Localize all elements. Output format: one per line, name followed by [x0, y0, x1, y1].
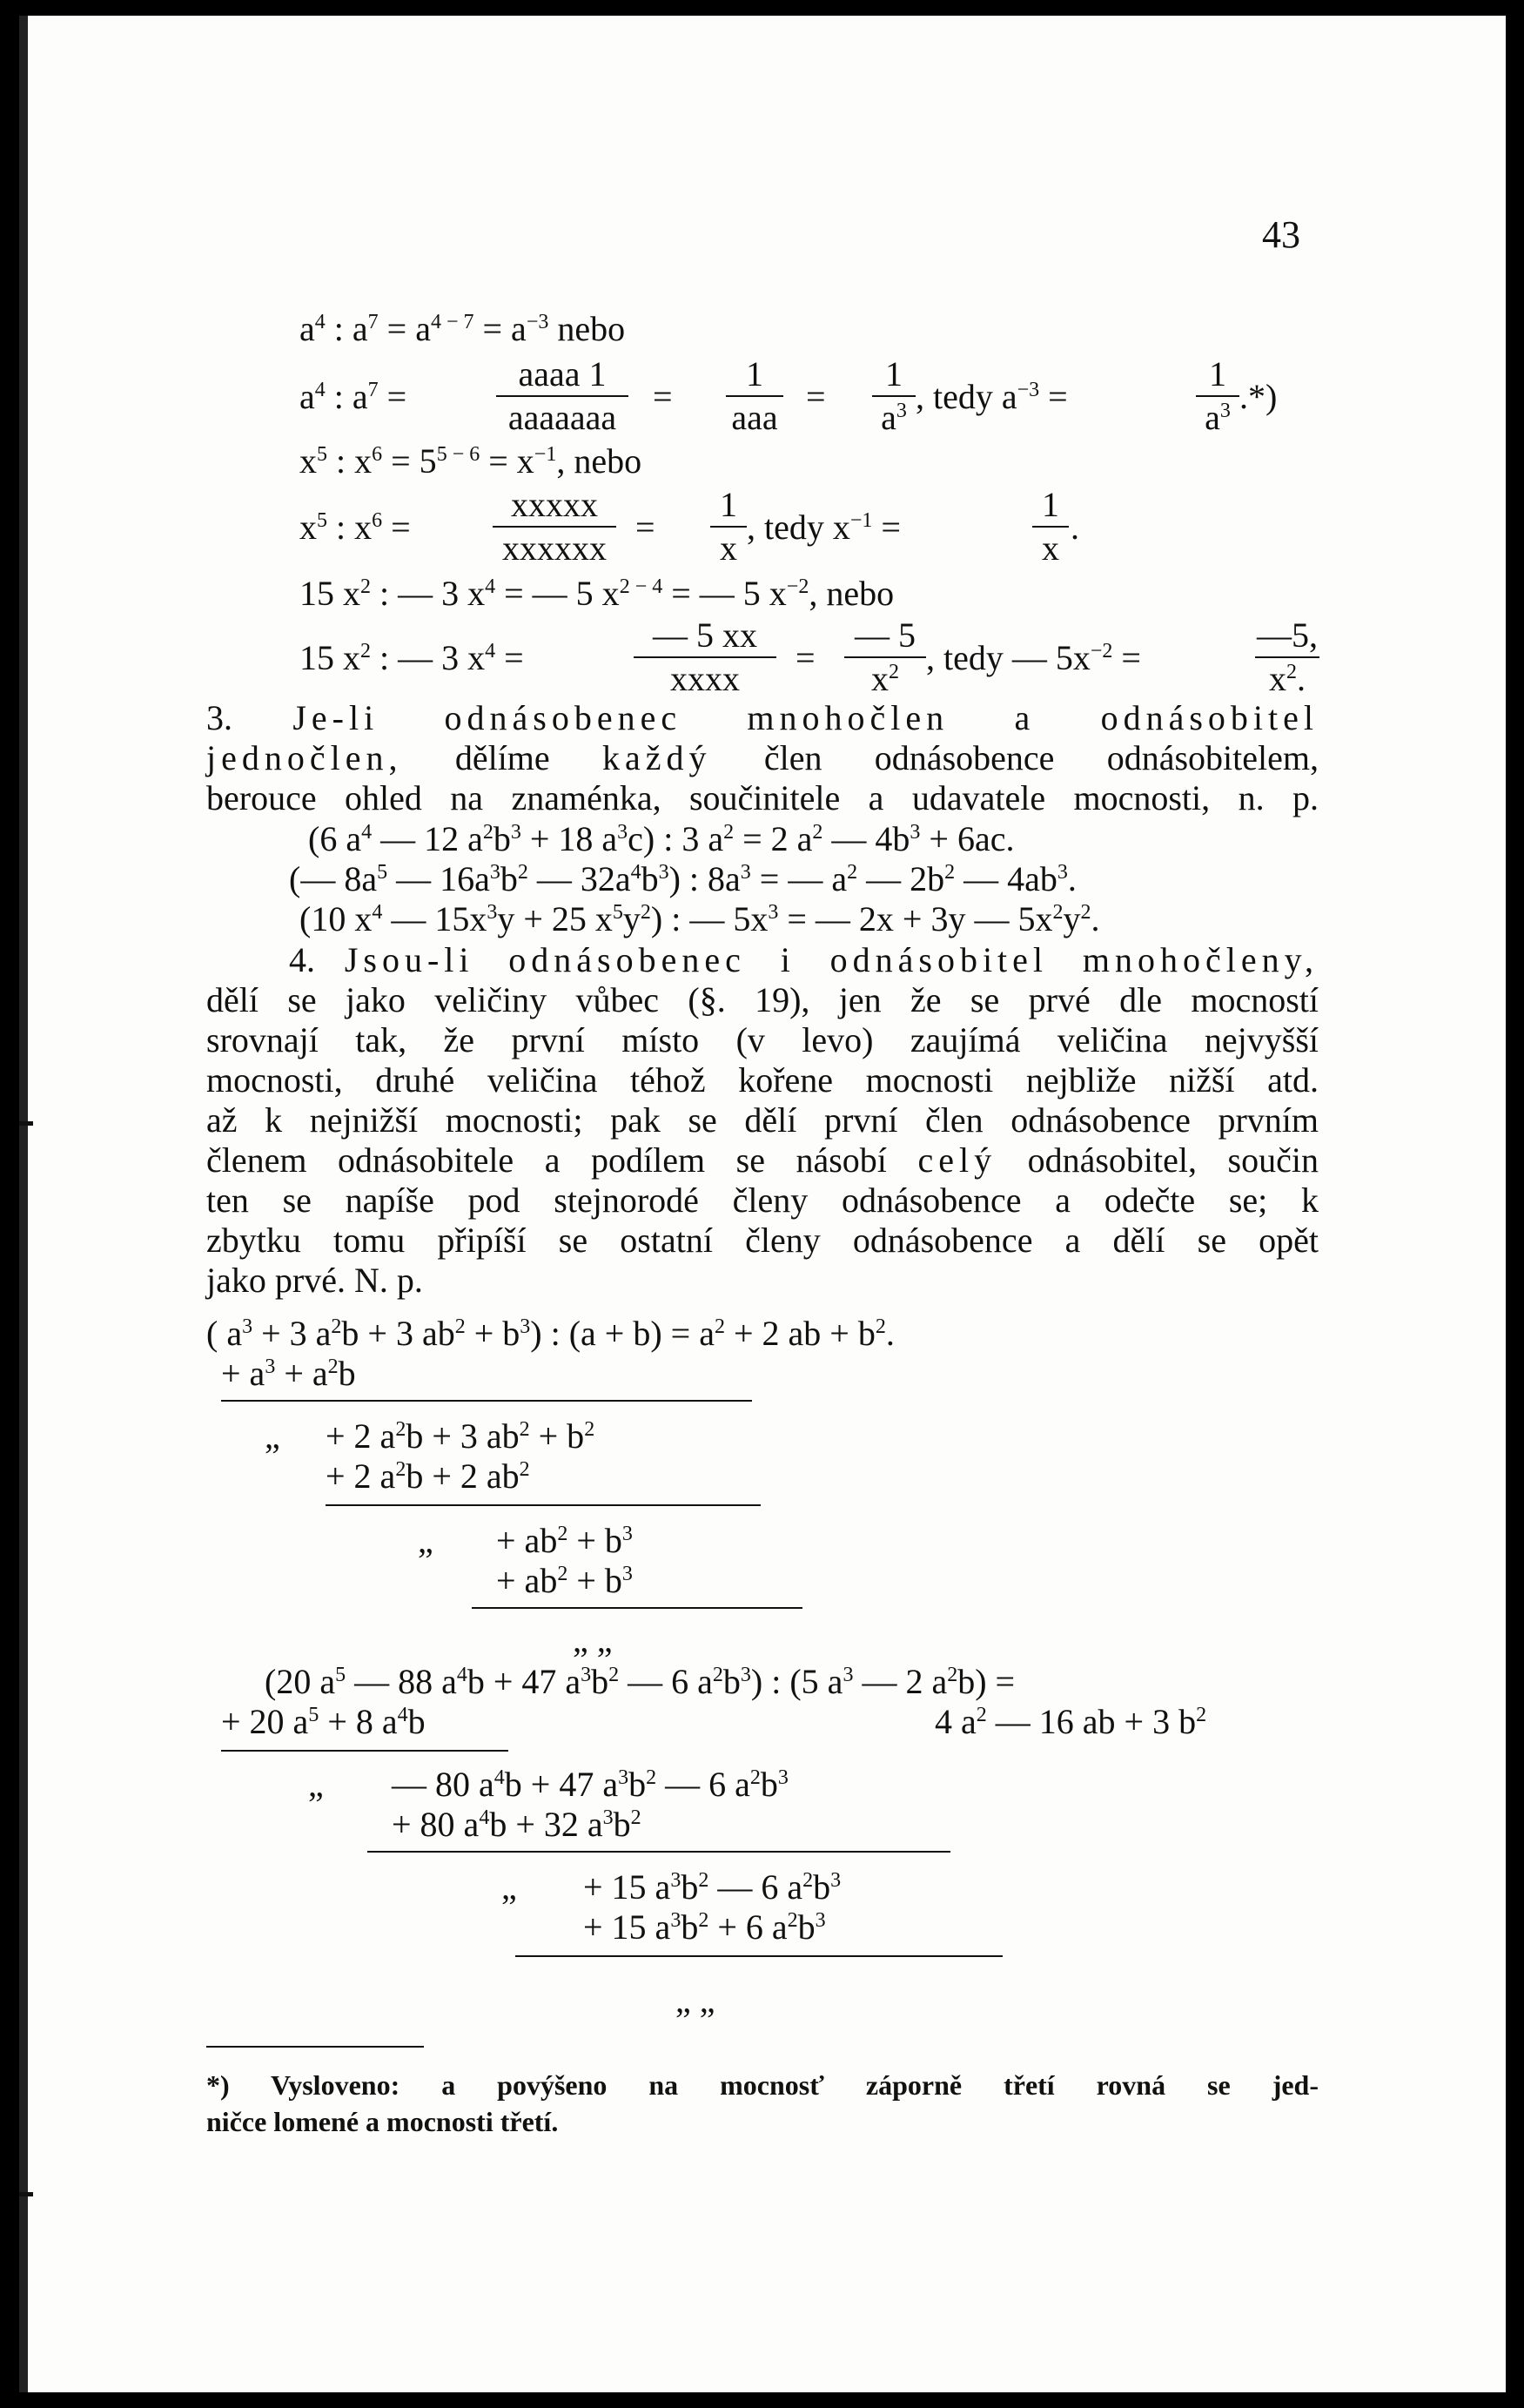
exponent: 3	[581, 1664, 592, 1686]
division-row: + 80 $a^4b + 32$ $a^3b^2$	[392, 1805, 641, 1844]
exponent: 3	[670, 1869, 681, 1892]
example-equation: (— $8a^5$ — $16a^3b^2$ — $32a^4b^3$) : $8a^3$ = — $a^2$ — $2b^2$ — $4ab^3$.	[289, 859, 1077, 898]
exponent: 2	[712, 1664, 723, 1686]
fraction	[872, 354, 916, 437]
exponent: 3	[520, 1315, 531, 1338]
exponent: 2	[519, 1418, 530, 1441]
exponent: 4	[485, 640, 496, 663]
division-rule	[326, 1504, 761, 1506]
equals-sign: =	[796, 638, 816, 677]
paragraph-4-line	[206, 1140, 1319, 1180]
exponent: 4	[456, 1664, 467, 1686]
paragraph-4-line: jako prvé. N. p.	[206, 1261, 423, 1300]
exponent: 3	[242, 1315, 253, 1338]
exponent: 3	[265, 1355, 276, 1378]
exponent: 2	[557, 1563, 568, 1585]
footnote-rule	[206, 2046, 424, 2048]
exponent: 3	[621, 1523, 633, 1545]
numerator: xxxxx	[511, 485, 598, 524]
denominator: $x^2$.	[1269, 659, 1306, 698]
exponent: 3	[510, 821, 521, 844]
spaced-text: jednočlen,	[206, 738, 403, 777]
exponent: 4	[314, 379, 326, 401]
exponent: 2	[608, 1664, 620, 1686]
numerator: 1	[885, 354, 903, 393]
paragraph-3-line: berouce ohled na znaménka, součinitele a udavatele mocnosti, n. p.	[206, 778, 1319, 817]
tedy-text: , tedy — $5x^{-2}$ =	[926, 638, 1141, 677]
fraction	[496, 354, 628, 437]
exponent: 3	[740, 1664, 751, 1686]
fraction	[493, 485, 616, 568]
fraction	[1255, 615, 1319, 698]
denominator: aaaaaaa	[507, 398, 617, 437]
exponent: 5	[335, 1664, 346, 1686]
ditto-mark: „	[265, 1416, 280, 1456]
fraction	[1032, 485, 1069, 568]
division-row: ( $a^3 + 3$ $a^2b + 3$ $ab^2 + b^3$) : $(a + b) = a^2 + 2$ ab + $b^2$.	[206, 1314, 895, 1353]
exponent: 2	[640, 901, 651, 924]
exponent: 4	[493, 1766, 505, 1789]
paragraph-4-line: zbytku tomu připíší se ostatní členy odnásobence a dělí se opět	[206, 1221, 1319, 1260]
fraction	[710, 485, 747, 568]
exponent: 2	[360, 640, 371, 663]
exponent: 4	[314, 311, 326, 333]
footnote-line: ničce lomené a mocnosti třetí.	[206, 2106, 559, 2137]
exponent: 5	[317, 443, 327, 466]
exponent: 4	[630, 861, 641, 884]
exponent: 5	[308, 1704, 319, 1726]
text: člen odnásobence odnásobitelem,	[711, 738, 1319, 777]
exponent: 2	[802, 1869, 814, 1892]
margin-mark	[19, 2192, 33, 2196]
exponent: 4	[397, 1704, 408, 1726]
quotient: 4 $a^2$ — 16 ab + 3 $b^2$	[935, 1702, 1207, 1741]
exponent: 3	[617, 821, 628, 844]
ditto-mark: „	[418, 1521, 433, 1560]
exponent: 3	[658, 861, 669, 884]
equation-line: $a^4$ : $a^7$ =	[299, 377, 407, 416]
exponent: 5 − 6	[436, 443, 480, 466]
exponent: 3	[843, 1664, 854, 1686]
example-equation: (10 $x^4$ — $15x^3y + 25$ $x^5y^2$) : — $5x^3$ = — 2x + 3y — $5x^2y^2$.	[299, 899, 1100, 938]
footnote-line: *) Vysloveno: a povýšeno na mocnosť záporně třetí rovná se jed-	[206, 2069, 1319, 2101]
exponent: 3	[815, 1909, 826, 1932]
ditto-marks: „ „	[675, 1981, 715, 2020]
exponent: 5	[317, 509, 327, 532]
division-row: (20 $a^5$ — 88 $a^4b + 47$ $a^3b^2$ — 6 $a^2b^3$) : (5 $a^3$ — 2 $a^2b$) =	[265, 1662, 1016, 1701]
exponent: −3	[526, 311, 549, 333]
tedy-text: , tedy $a^{-3}$ =	[916, 377, 1068, 416]
ditto-marks: „ „	[573, 1620, 613, 1659]
exponent: 3	[670, 1909, 681, 1932]
exponent: 2	[698, 1909, 709, 1932]
denominator: xxxxxx	[502, 528, 607, 568]
equation-line: $x^5$ : $x^6 = 5^{5 - 6} = x^{-1}$, nebo	[299, 441, 642, 481]
exponent: 3	[621, 1563, 633, 1585]
book-page	[19, 16, 1506, 2392]
paragraph-4-line: ten se napíše pod stejnorodé členy odnásobence a odečte se; k	[206, 1180, 1319, 1220]
exponent: 2	[875, 1315, 886, 1338]
exponent: 4	[372, 901, 383, 924]
exponent: 4	[361, 821, 373, 844]
division-row: + 20 $a^5 + 8$ $a^4b$	[221, 1702, 426, 1741]
equals-sign: =	[635, 508, 655, 547]
exponent: 2 − 4	[619, 575, 663, 598]
exponent: 2	[646, 1766, 657, 1789]
paragraph-4-line	[289, 940, 1319, 980]
text: dělíme	[402, 738, 603, 777]
equation-line: $x^5$ : $x^6$ =	[299, 508, 411, 547]
footnote-marker: .*)	[1239, 377, 1278, 416]
exponent: 2	[723, 821, 735, 844]
fraction	[726, 354, 783, 437]
ditto-mark: „	[308, 1765, 324, 1804]
exponent: 3	[602, 1806, 614, 1829]
text: členem odnásobitele a podílem se násobí	[206, 1140, 887, 1180]
exponent: −3	[1017, 379, 1040, 401]
paragraph-4-line: až k nejnižší mocnosti; pak se dělí první člen odnásobence prvním	[206, 1100, 1319, 1140]
tedy-text: , tedy $x^{-1}$ =	[747, 508, 901, 547]
section-number: 3.	[206, 698, 232, 737]
equation-line: 15 $x^2$ : — 3 $x^4$ = — 5 $x^{2 - 4}$ = — 5 $x^{-2}$, nebo	[299, 574, 895, 613]
example-equation: (6 $a^4$ — 12 $a^2b^3 + 18$ $a^3c$) : 3 $a^2 = 2$ $a^2$ — $4b^3 + 6ac$.	[308, 819, 1015, 858]
exponent: 4 − 7	[430, 311, 474, 333]
numerator: aaaa 1	[518, 354, 607, 393]
exponent: 3	[487, 901, 498, 924]
numerator: — 5	[855, 615, 916, 655]
exponent: 2	[327, 1355, 339, 1378]
exponent: 2	[584, 1418, 595, 1441]
exponent: 2	[698, 1869, 709, 1892]
exponent: 2	[557, 1523, 568, 1545]
exponent: 2	[630, 1806, 641, 1829]
exponent: 2	[519, 1458, 530, 1481]
paragraph-3-line	[206, 698, 1319, 738]
period: .	[1071, 508, 1079, 547]
division-row: + 2 $a^2b + 2$ $ab^2$	[326, 1456, 530, 1496]
numerator: — 5 xx	[653, 615, 757, 655]
exponent: 2	[360, 575, 371, 598]
exponent: 2	[947, 1664, 958, 1686]
equals-sign: =	[806, 377, 826, 416]
division-row: + $ab^2 + b^3$	[496, 1521, 633, 1560]
exponent: 5	[377, 861, 388, 884]
exponent: −2	[1090, 640, 1113, 663]
page-edge-shadow	[19, 16, 28, 2392]
denominator: $a^3$	[1205, 398, 1231, 437]
exponent: 2	[1286, 661, 1297, 683]
denominator: x	[720, 528, 737, 568]
exponent: 2	[812, 821, 823, 844]
exponent: 2	[976, 1704, 987, 1726]
division-row: + 2 $a^2b + 3$ $ab^2 + b^2$	[326, 1416, 595, 1456]
division-rule	[221, 1750, 508, 1752]
exponent: 7	[367, 311, 379, 333]
exponent: 2	[787, 1909, 798, 1932]
paragraph-4-line: srovnají tak, že první místo (v levo) zaujímá veličina nejvyšší	[206, 1020, 1319, 1059]
exponent: 3	[1057, 861, 1068, 884]
division-row: + 15 $a^3b^2 + 6$ $a^2b^3$	[583, 1907, 826, 1947]
tedy-label: , tedy x	[747, 508, 850, 547]
numerator: —5,	[1257, 615, 1318, 655]
exponent: 2	[517, 861, 528, 884]
exponent: 4	[485, 575, 496, 598]
exponent: 2	[1080, 901, 1091, 924]
exponent: 2	[1052, 901, 1064, 924]
equation-line: 15 $x^2$ : — 3 $x^4$ =	[299, 638, 524, 677]
exponent: 6	[372, 509, 383, 532]
equation-line: $a^4$ : $a^7 = a^{4 - 7} = a^{-3}$ nebo	[299, 309, 626, 348]
denominator: xxxx	[670, 659, 740, 698]
exponent: 2	[889, 661, 899, 683]
exponent: 2	[714, 1315, 725, 1338]
division-rule	[221, 1400, 752, 1402]
exponent: 3	[768, 901, 779, 924]
denominator: $x^2$	[871, 659, 899, 698]
exponent: 3	[489, 861, 500, 884]
division-row: + $a^3 + a^2b$	[221, 1354, 356, 1393]
division-row: — 80 $a^4b + 47$ $a^3b^2$ — 6 $a^2b^3$	[392, 1765, 789, 1804]
exponent: 3	[896, 400, 907, 422]
numerator: 1	[1209, 354, 1226, 393]
division-row: + 15 $a^3b^2$ — 6 $a^2b^3$	[583, 1867, 842, 1907]
spaced-text: každý	[602, 738, 712, 777]
exponent: −1	[534, 443, 557, 466]
exponent: 2	[1196, 1704, 1207, 1726]
numerator: 1	[720, 485, 737, 524]
exponent: 3	[830, 1869, 842, 1892]
exponent: 2	[482, 821, 493, 844]
text: odnásobitel, součin	[1027, 1140, 1319, 1180]
exponent: 6	[372, 443, 383, 466]
exponent: 2	[944, 861, 956, 884]
exponent: −1	[849, 509, 873, 532]
equals-sign: =	[653, 377, 673, 416]
exponent: 3	[777, 1766, 789, 1789]
exponent: 7	[367, 379, 379, 401]
spaced-text: celý	[917, 1140, 997, 1180]
exponent: 2	[847, 861, 858, 884]
numerator: 1	[746, 354, 763, 393]
division-row: + $ab^2 + b^3$	[496, 1561, 633, 1600]
exponent: 5	[612, 901, 623, 924]
spaced-text: Jsou-li odnásobenec i odnásobitel mnohočleny,	[344, 940, 1319, 979]
fraction	[1196, 354, 1239, 437]
paragraph-4-line: dělí se jako veličiny vůbec (§. 19), jen že se prvé dle mocností	[206, 980, 1319, 1019]
paragraph-3-line	[206, 738, 1319, 778]
exponent: 2	[395, 1458, 406, 1481]
exponent: 4	[479, 1806, 490, 1829]
fraction	[634, 615, 776, 698]
denominator: aaa	[731, 398, 778, 437]
exponent: 2	[454, 1315, 466, 1338]
exponent: 2	[331, 1315, 342, 1338]
exponent: −2	[786, 575, 809, 598]
exponent: 2	[749, 1766, 761, 1789]
division-rule	[472, 1607, 802, 1609]
tedy-label: , tedy a	[916, 377, 1017, 416]
margin-mark	[19, 1121, 33, 1126]
denominator: x	[1042, 528, 1059, 568]
division-rule	[367, 1851, 950, 1853]
exponent: 3	[910, 821, 921, 844]
spaced-text: Je-li odnásobenec mnohočlen a odnásobitel	[292, 698, 1319, 737]
footnote	[206, 2067, 1319, 2140]
exponent: 3	[1219, 400, 1231, 422]
numerator: 1	[1042, 485, 1059, 524]
fraction	[844, 615, 926, 698]
exponent: 3	[618, 1766, 629, 1789]
exponent: 3	[740, 861, 751, 884]
exponent: 2	[395, 1418, 406, 1441]
division-rule	[515, 1955, 1003, 1957]
section-number: 4.	[289, 940, 315, 979]
tedy-label: , tedy — 5x	[926, 638, 1091, 677]
ditto-mark: „	[501, 1867, 517, 1907]
denominator: $a^3$	[881, 398, 907, 437]
page-number: 43	[1262, 213, 1300, 256]
paragraph-4-line: mocnosti, druhé veličina téhož kořene mocnosti nejbliže nižší atd.	[206, 1060, 1319, 1100]
